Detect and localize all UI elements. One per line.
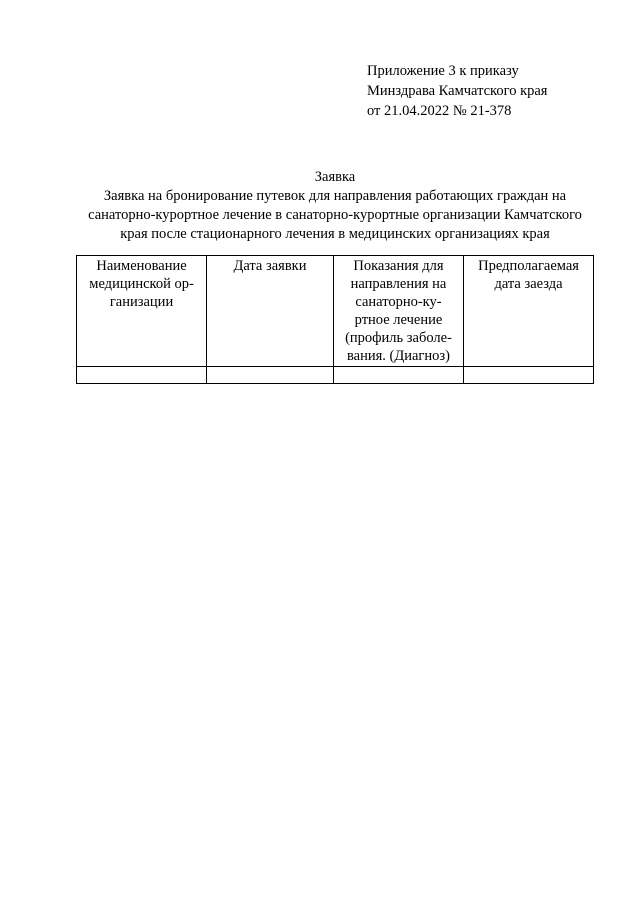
header-arrival-date (464, 256, 594, 367)
header-text: ртное лечение (354, 312, 443, 328)
appendix-line-2: Минздрава Камчатского края (367, 83, 548, 99)
table-cell-request-date (207, 367, 334, 384)
appendix-line-1: Приложение 3 к приказу (367, 63, 519, 79)
table-cell-indications (333, 367, 463, 384)
table-row (77, 367, 594, 384)
header-text: Показания для (353, 258, 444, 274)
header-text: Дата заявки (233, 258, 307, 274)
form-title: Заявка (314, 169, 356, 185)
appendix-reference (367, 61, 627, 121)
header-indications (333, 256, 463, 367)
header-text: вания. (Диагноз) (346, 348, 450, 364)
header-request-date (207, 256, 334, 367)
header-text: Наименование (96, 258, 187, 274)
header-text: Предполагаемая (478, 258, 579, 274)
header-text: направления на (350, 276, 447, 292)
header-text: ганизации (109, 294, 174, 310)
form-title-block (70, 168, 600, 244)
header-text: (профиль заболе- (345, 330, 452, 346)
request-table (76, 255, 594, 384)
table-cell-arrival-date (464, 367, 594, 384)
appendix-line-3: от 21.04.2022 № 21-378 (367, 103, 512, 119)
header-text: санаторно-ку- (355, 294, 442, 310)
table-cell-organization (77, 367, 207, 384)
header-text: дата заезда (494, 276, 563, 292)
table-header-row (77, 256, 594, 367)
form-subtitle-line-2: санаторно-курортное лечение в санаторно-курортные организации Камчатского (88, 207, 582, 223)
header-text: медицинской ор- (89, 276, 194, 292)
form-subtitle-line-1: Заявка на бронирование путевок для направления работающих граждан на (103, 188, 567, 204)
form-subtitle-line-3: края после стационарного лечения в медицинских организациях края (120, 226, 550, 242)
header-medical-organization (77, 256, 207, 367)
